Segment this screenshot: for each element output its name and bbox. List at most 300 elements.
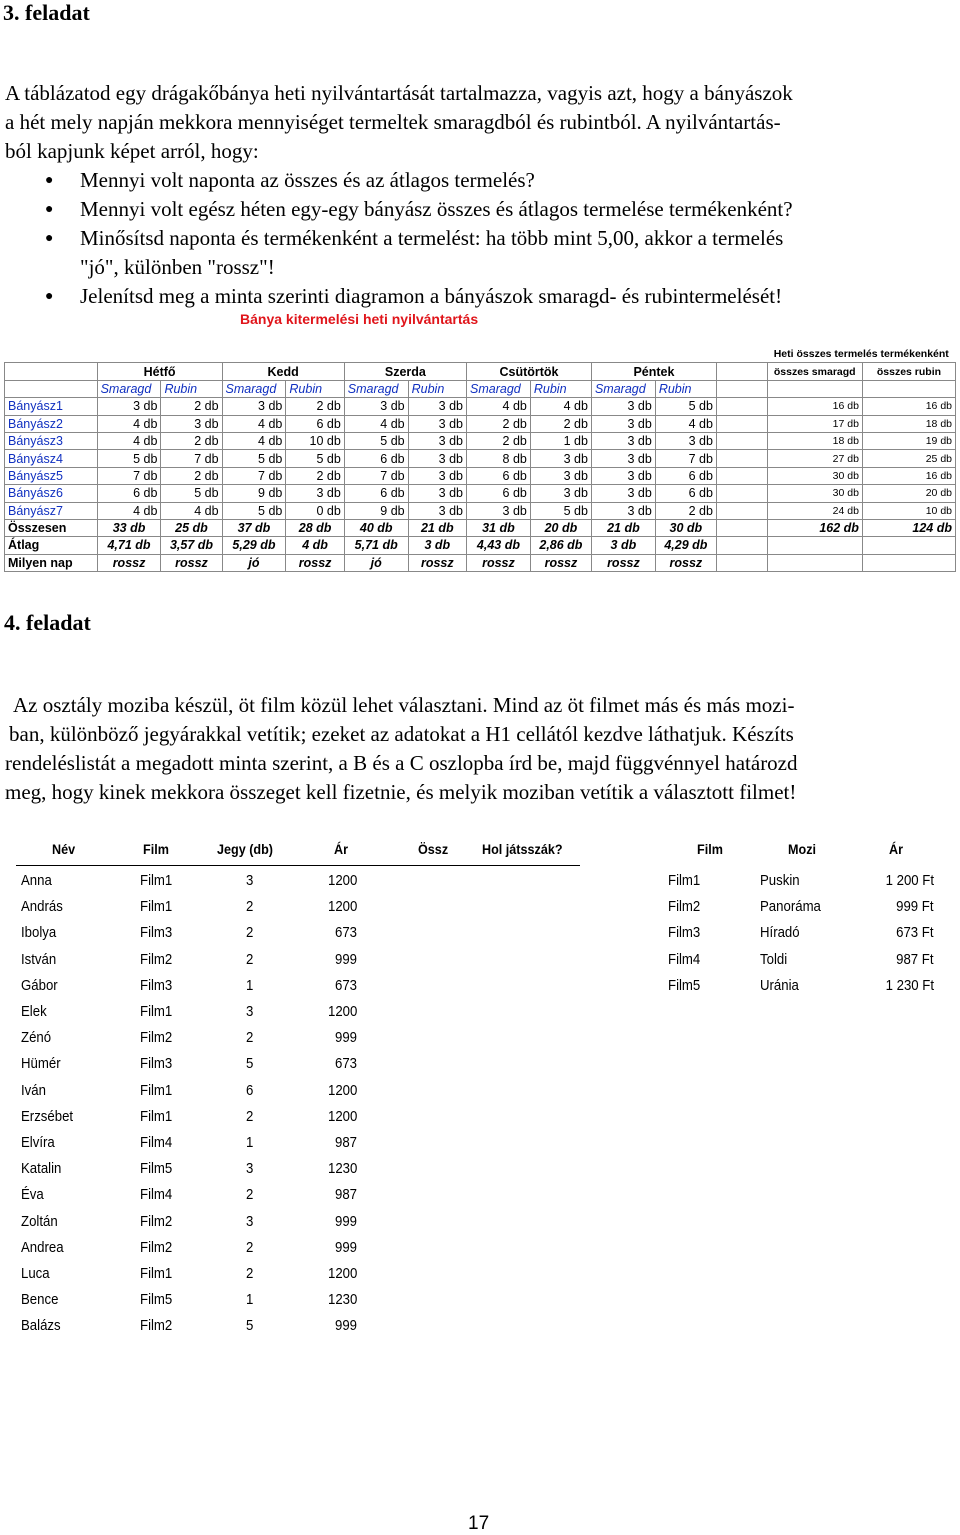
empty-cell — [716, 415, 767, 432]
task4-intro-line: rendeléslistát a megadott minta szerint, a B és a C oszlopba írd be, majd függvénnyel határozd — [5, 751, 798, 775]
order-film: Film5 — [140, 1160, 173, 1178]
rating-cell: jó — [344, 554, 408, 571]
bullet-text: Jelenítsd meg a minta szerinti diagramon a bányászok smaragd- és rubintermelését! — [80, 284, 783, 308]
list-item — [0, 282, 960, 311]
order-price: 1200 — [327, 1081, 357, 1099]
avg-cell: 2,86 db — [530, 537, 591, 554]
production-cell: 3 db — [222, 398, 286, 415]
table-row — [5, 363, 956, 380]
rating-label: Milyen nap — [5, 554, 98, 571]
order-film: Film1 — [140, 1081, 173, 1099]
production-cell: 3 db — [286, 485, 344, 502]
empty-cell — [716, 502, 767, 519]
order-price: 1200 — [327, 898, 357, 916]
miner-name: Bányász4 — [5, 450, 98, 467]
table-row — [5, 537, 956, 554]
order-tickets: 2 — [246, 950, 254, 968]
production-cell: 3 db — [591, 432, 655, 449]
cinema-price: 1 200 Ft — [885, 872, 934, 889]
unit: db — [940, 435, 952, 448]
avg-label: Átlag — [5, 537, 98, 554]
production-cell: 4 db — [655, 415, 716, 432]
order-tickets: 3 — [246, 1003, 254, 1020]
production-cell: 4 db — [97, 432, 161, 449]
total-smaragd-header: összes smaragd — [767, 363, 862, 380]
production-cell: 4 db — [97, 415, 161, 432]
order-price: 673 — [334, 976, 357, 994]
order-tickets: 3 — [246, 1160, 254, 1178]
task3-intro-line: a hét mely napján mekkora mennyiséget termeltek smaragdból és rubintból. A nyilvántartás- — [5, 110, 781, 134]
sum-cell: 37 db — [222, 519, 286, 536]
table-row — [5, 380, 956, 397]
bullet-icon: ● — [45, 202, 54, 217]
production-cell: 3 db — [408, 467, 466, 484]
empty-cell — [767, 537, 862, 554]
order-tickets: 2 — [246, 898, 254, 916]
sum-cell: 31 db — [467, 519, 531, 536]
order-name: András — [21, 898, 63, 916]
total-rubin-cell — [862, 502, 955, 519]
production-cell: 3 db — [530, 485, 591, 502]
total-value: 27 — [832, 452, 845, 465]
table-row — [0, 1317, 960, 1343]
total-value: 30 — [832, 487, 845, 500]
order-film: Film3 — [140, 924, 173, 942]
production-cell: 3 db — [408, 415, 466, 432]
unit: db — [940, 400, 952, 413]
list-item — [0, 195, 960, 224]
order-price: 999 — [334, 1317, 357, 1335]
production-cell: 3 db — [530, 450, 591, 467]
day-header: Kedd — [222, 363, 344, 380]
production-cell: 9 db — [344, 502, 408, 519]
task3-bullet-list — [0, 166, 960, 311]
unit: db — [847, 417, 859, 430]
order-film: Film1 — [140, 1107, 173, 1125]
production-cell: 2 db — [161, 467, 222, 484]
total-value: 30 — [832, 469, 845, 482]
miner-name: Bányász1 — [5, 398, 98, 415]
page-number: 17 — [468, 1513, 490, 1534]
bullet-icon: ● — [45, 289, 54, 304]
production-cell: 3 db — [591, 398, 655, 415]
production-cell: 3 db — [591, 450, 655, 467]
unit: db — [847, 504, 859, 517]
production-cell: 7 db — [97, 467, 161, 484]
sum-cell: 20 db — [530, 519, 591, 536]
table-row — [0, 1291, 960, 1317]
empty-cell — [716, 380, 767, 397]
production-cell: 7 db — [161, 450, 222, 467]
col-header-where: Hol játsszák? — [482, 841, 563, 857]
sub-header-rubin: Rubin — [408, 380, 466, 397]
production-cell: 3 db — [591, 502, 655, 519]
production-cell: 3 db — [161, 415, 222, 432]
production-cell: 7 db — [344, 467, 408, 484]
table-row — [0, 898, 960, 924]
total-value: 20 — [925, 487, 938, 500]
order-tickets: 1 — [246, 976, 254, 994]
col-header-cinema-price: Ár — [889, 841, 904, 857]
unit: db — [847, 487, 859, 500]
task4-intro-line: ban, különböző jegyárakkal vetítik; ezeket az adatokat a H1 cellától kezdve láthatjuk. Készíts — [9, 722, 794, 746]
cinema-film: Film5 — [668, 976, 701, 994]
order-name: István — [21, 950, 57, 968]
avg-cell: 4 db — [286, 537, 344, 554]
rating-cell: rossz — [655, 554, 716, 571]
total-rubin-cell — [862, 398, 955, 415]
production-cell: 5 db — [655, 398, 716, 415]
cinema-price: 1 230 Ft — [885, 976, 934, 994]
sheet-title: Bánya kitermelési heti nyilvántartás — [240, 311, 479, 327]
order-film: Film2 — [140, 1238, 173, 1256]
col-header-cinema-film: Film — [697, 841, 723, 857]
production-cell: 2 db — [530, 415, 591, 432]
order-name: Elvíra — [21, 1134, 55, 1151]
order-tickets: 3 — [246, 1212, 254, 1230]
list-item-continuation — [0, 253, 960, 282]
empty-cell — [716, 398, 767, 415]
production-cell: 3 db — [408, 450, 466, 467]
col-header-name: Név — [52, 841, 76, 857]
task4-intro-line: Az osztály moziba készül, öt film közül lehet választani. Mind az öt filmet más és más mozi- — [13, 693, 795, 717]
list-item — [0, 166, 960, 195]
table-row — [0, 924, 960, 950]
sum-cell: 21 db — [591, 519, 655, 536]
order-name: Ibolya — [21, 924, 57, 942]
table-row — [0, 1029, 960, 1055]
total-value: 24 — [832, 504, 845, 517]
production-cell: 2 db — [467, 432, 531, 449]
header-underline — [16, 865, 580, 866]
total-value: 16 — [925, 469, 938, 482]
production-cell: 6 db — [286, 415, 344, 432]
order-header-row — [0, 841, 960, 863]
order-price: 999 — [334, 950, 357, 968]
avg-cell: 5,29 db — [222, 537, 286, 554]
total-value: 16 — [832, 400, 845, 413]
order-name: Elek — [21, 1003, 47, 1020]
order-price: 1200 — [327, 1265, 357, 1282]
avg-cell: 3,57 db — [161, 537, 222, 554]
order-name: Bence — [21, 1291, 59, 1309]
production-cell: 5 db — [344, 432, 408, 449]
cinema-price: 999 Ft — [896, 898, 934, 916]
sum-cell: 40 db — [344, 519, 408, 536]
weekly-header: Heti összes termelés termékenként — [773, 348, 949, 361]
table-row — [5, 415, 956, 432]
table-row — [0, 1186, 960, 1212]
production-cell: 4 db — [222, 415, 286, 432]
production-cell: 6 db — [655, 485, 716, 502]
cinema-price: 987 Ft — [896, 950, 934, 968]
day-header: Péntek — [591, 363, 716, 380]
total-value: 16 — [925, 400, 938, 413]
total-rubin-cell — [862, 485, 955, 502]
order-name: Zénó — [21, 1029, 52, 1047]
production-cell: 3 db — [408, 485, 466, 502]
production-cell: 4 db — [97, 502, 161, 519]
unit: db — [847, 469, 859, 482]
empty-cell — [716, 554, 767, 571]
unit: db — [940, 469, 952, 482]
sum-rubin-cell: 124 db — [862, 519, 955, 536]
total-rubin-header: összes rubin — [862, 363, 955, 380]
empty-cell — [716, 467, 767, 484]
order-tickets: 5 — [246, 1055, 254, 1073]
order-price: 1200 — [327, 872, 357, 889]
unit: db — [940, 417, 952, 430]
table-row — [5, 467, 956, 484]
order-price: 1230 — [327, 1291, 357, 1309]
order-tickets: 2 — [246, 1107, 254, 1125]
cinema-name: Uránia — [760, 976, 799, 994]
rating-cell: rossz — [161, 554, 222, 571]
cinema-film: Film1 — [668, 872, 701, 889]
total-smaragd-cell — [767, 467, 862, 484]
order-name: Iván — [21, 1081, 46, 1099]
sum-cell: 25 db — [161, 519, 222, 536]
miner-name: Bányász3 — [5, 432, 98, 449]
miner-name: Bányász7 — [5, 502, 98, 519]
order-film: Film2 — [140, 1029, 173, 1047]
empty-cell — [716, 519, 767, 536]
production-cell: 5 db — [97, 450, 161, 467]
cinema-name: Puskin — [760, 872, 800, 889]
production-cell: 5 db — [222, 450, 286, 467]
total-smaragd-cell — [767, 432, 862, 449]
list-item — [0, 224, 960, 253]
order-name: Luca — [21, 1265, 50, 1282]
production-cell: 8 db — [467, 450, 531, 467]
order-name: Anna — [21, 872, 52, 889]
order-name: Éva — [21, 1186, 44, 1204]
table-row — [0, 1082, 960, 1108]
total-value: 19 — [925, 435, 938, 448]
cinema-list — [0, 872, 960, 1012]
order-tickets: 1 — [246, 1291, 254, 1309]
order-name: Erzsébet — [21, 1107, 74, 1125]
miner-name: Bányász5 — [5, 467, 98, 484]
order-price: 1200 — [327, 1003, 357, 1020]
table-row — [0, 1213, 960, 1239]
task3-intro-line: ból kapjunk képet arról, hogy: — [5, 139, 259, 163]
empty-cell — [716, 485, 767, 502]
production-cell: 3 db — [591, 415, 655, 432]
col-header-price: Ár — [334, 841, 349, 857]
empty-cell — [767, 554, 862, 571]
task4-intro — [5, 691, 957, 807]
rating-cell: rossz — [408, 554, 466, 571]
production-cell: 6 db — [97, 485, 161, 502]
bullet-text: "jó", különben "rossz"! — [80, 255, 275, 279]
unit: db — [847, 452, 859, 465]
table-row — [5, 519, 956, 536]
order-tickets: 2 — [246, 1029, 254, 1047]
total-value: 17 — [832, 417, 845, 430]
total-smaragd-cell — [767, 415, 862, 432]
production-cell: 9 db — [222, 485, 286, 502]
production-cell: 5 db — [222, 502, 286, 519]
production-cell: 6 db — [467, 467, 531, 484]
order-tickets: 5 — [246, 1317, 254, 1335]
order-film: Film3 — [140, 1055, 173, 1073]
total-smaragd-cell — [767, 502, 862, 519]
avg-cell: 5,71 db — [344, 537, 408, 554]
unit: db — [847, 435, 859, 448]
production-cell: 2 db — [467, 415, 531, 432]
day-header: Szerda — [344, 363, 466, 380]
production-cell: 3 db — [408, 502, 466, 519]
table-row — [0, 1055, 960, 1081]
order-film: Film2 — [140, 950, 173, 968]
production-cell: 3 db — [408, 398, 466, 415]
production-cell: 4 db — [222, 432, 286, 449]
order-price: 999 — [334, 1029, 357, 1047]
table-row — [0, 1239, 960, 1265]
sub-header-rubin: Rubin — [161, 380, 222, 397]
order-name: Gábor — [21, 976, 58, 994]
total-smaragd-cell — [767, 450, 862, 467]
order-film: Film2 — [140, 1317, 173, 1335]
sub-header-smaragd: Smaragd — [344, 380, 408, 397]
sub-header-smaragd: Smaragd — [467, 380, 531, 397]
sub-header-rubin: Rubin — [530, 380, 591, 397]
production-cell: 3 db — [97, 398, 161, 415]
order-film: Film1 — [140, 1003, 173, 1020]
production-cell: 3 db — [467, 502, 531, 519]
cinema-film: Film3 — [668, 924, 701, 942]
order-name: Katalin — [21, 1160, 62, 1178]
total-smaragd-cell — [767, 398, 862, 415]
production-cell: 7 db — [655, 450, 716, 467]
day-header: Hétfő — [97, 363, 222, 380]
unit: db — [940, 487, 952, 500]
table-row — [5, 554, 956, 571]
production-cell: 5 db — [286, 450, 344, 467]
task3-intro — [5, 79, 955, 166]
table-row — [0, 951, 960, 977]
order-film: Film5 — [140, 1291, 173, 1309]
production-cell: 3 db — [591, 467, 655, 484]
avg-cell: 3 db — [408, 537, 466, 554]
order-name: Hümér — [21, 1055, 61, 1073]
total-value: 25 — [925, 452, 938, 465]
sub-header-smaragd: Smaragd — [222, 380, 286, 397]
order-film: Film1 — [140, 1265, 173, 1282]
empty-cell — [716, 450, 767, 467]
production-cell: 4 db — [161, 502, 222, 519]
cinema-film: Film2 — [668, 898, 701, 916]
empty-cell — [862, 537, 955, 554]
order-price: 987 — [334, 1134, 357, 1151]
miner-name: Bányász2 — [5, 415, 98, 432]
rating-cell: rossz — [591, 554, 655, 571]
empty-cell — [716, 432, 767, 449]
order-film: Film1 — [140, 872, 173, 889]
sum-cell: 33 db — [97, 519, 161, 536]
order-tickets: 3 — [246, 872, 254, 889]
total-rubin-cell — [862, 467, 955, 484]
order-price: 673 — [334, 1055, 357, 1073]
order-film: Film4 — [140, 1186, 173, 1204]
table-row — [0, 1160, 960, 1186]
avg-cell: 4,29 db — [655, 537, 716, 554]
sum-label: Összesen — [5, 519, 98, 536]
table-row — [5, 398, 956, 415]
total-value: 18 — [832, 435, 845, 448]
production-cell: 0 db — [286, 502, 344, 519]
bullet-text: Mennyi volt naponta az összes és az átlagos termelés? — [80, 168, 535, 192]
rating-cell: rossz — [97, 554, 161, 571]
order-name: Andrea — [21, 1238, 64, 1256]
rating-cell: rossz — [530, 554, 591, 571]
mine-table — [4, 346, 956, 572]
sub-header-rubin: Rubin — [655, 380, 716, 397]
production-cell: 2 db — [286, 467, 344, 484]
unit: db — [940, 504, 952, 517]
production-cell: 2 db — [655, 502, 716, 519]
production-cell: 7 db — [222, 467, 286, 484]
order-tickets: 2 — [246, 924, 254, 942]
production-cell: 3 db — [344, 398, 408, 415]
order-tickets: 2 — [246, 1265, 254, 1282]
production-cell: 4 db — [530, 398, 591, 415]
order-tickets: 2 — [246, 1186, 254, 1204]
production-cell: 5 db — [530, 502, 591, 519]
total-smaragd-cell — [767, 485, 862, 502]
bullet-text: Mennyi volt egész héten egy-egy bányász összes és átlagos termelése termékenként? — [80, 197, 793, 221]
col-header-tickets: Jegy (db) — [217, 841, 274, 857]
empty-cell — [862, 380, 955, 397]
total-rubin-cell — [862, 432, 955, 449]
table-row — [0, 1265, 960, 1291]
empty-cell — [767, 380, 862, 397]
sub-header-rubin: Rubin — [286, 380, 344, 397]
production-cell: 10 db — [286, 432, 344, 449]
empty-cell — [862, 554, 955, 571]
production-cell: 2 db — [161, 398, 222, 415]
order-price: 673 — [334, 924, 357, 942]
production-cell: 4 db — [467, 398, 531, 415]
order-price: 1200 — [327, 1107, 357, 1125]
production-cell: 4 db — [344, 415, 408, 432]
rating-cell: rossz — [286, 554, 344, 571]
cinema-name: Híradó — [760, 924, 800, 942]
unit: db — [940, 452, 952, 465]
production-cell: 3 db — [530, 467, 591, 484]
task3-heading: 3. feladat — [3, 0, 90, 25]
table-row — [5, 346, 956, 363]
col-header-cinema: Mozi — [788, 841, 816, 857]
production-cell: 6 db — [344, 450, 408, 467]
table-row — [5, 502, 956, 519]
bullet-icon: ● — [45, 231, 54, 246]
task4-heading: 4. feladat — [4, 610, 91, 635]
task3-intro-line: A táblázatod egy drágakőbánya heti nyilvántartását tartalmazza, vagyis azt, hogy a bányászok — [5, 81, 793, 105]
total-rubin-cell — [862, 415, 955, 432]
task4-intro-line: meg, hogy kinek mekkora összeget kell fizetnie, és melyik moziban vetítik a választott filmet! — [5, 780, 797, 804]
order-film: Film2 — [140, 1212, 173, 1230]
col-header-total: Össz — [418, 841, 449, 857]
sub-header-smaragd: Smaragd — [591, 380, 655, 397]
table-row — [0, 1108, 960, 1134]
order-name: Zoltán — [21, 1212, 58, 1230]
avg-cell: 3 db — [591, 537, 655, 554]
order-film: Film1 — [140, 898, 173, 916]
production-cell: 3 db — [408, 432, 466, 449]
order-price: 1230 — [327, 1160, 357, 1178]
